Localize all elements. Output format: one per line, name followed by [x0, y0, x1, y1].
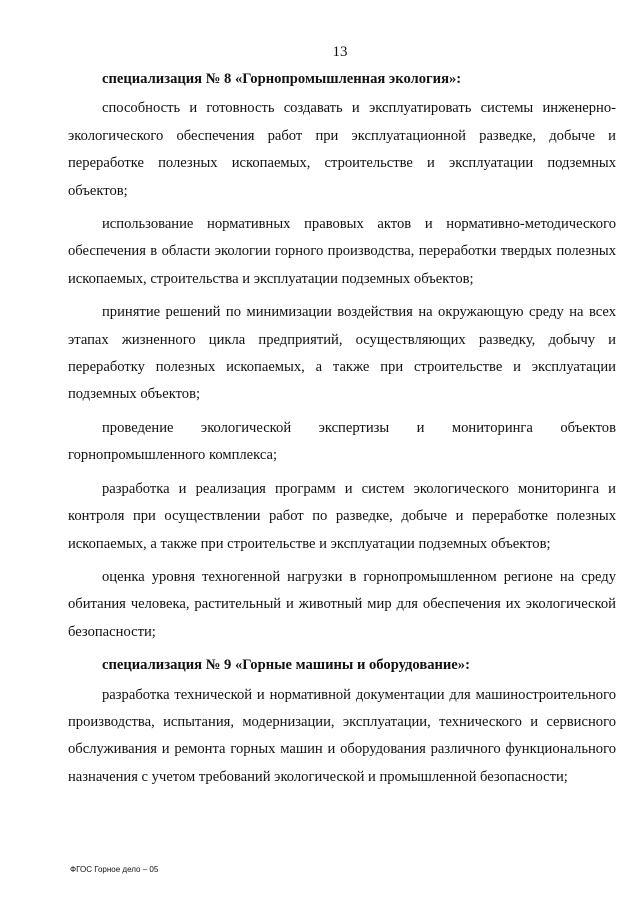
- section-heading-9: специализация № 9 «Горные машины и оборудование»:: [102, 657, 470, 674]
- paragraph: принятие решений по минимизации воздействия на окружающую среду на всех этапах жизненного цикла предприятий, осуществляющих разведку, добычу и переработку полезных ископаемых, а также при строительстве и эксплуатации подземных объектов;: [68, 304, 616, 403]
- footer-label: ФГОС Горное дело – 05: [70, 865, 159, 874]
- paragraph: разработка технической и нормативной документации для машиностроительного производства, испытания, модернизации, эксплуатации, технического и сервисного обслуживания и ремонта горных машин и оборудования различного функционального назначения с учетом требований экологической и промышленной безопасности;: [68, 686, 616, 785]
- paragraph: способность и готовность создавать и эксплуатировать системы инженерно-экологического обеспечения работ при эксплуатационной разведке, добыче и переработке полезных ископаемых, строительстве и эксплуатации подземных объектов;: [68, 100, 616, 199]
- paragraph: оценка уровня техногенной нагрузки в горнопромышленном регионе на среду обитания человека, растительный и животный мир для обеспечения их экологической безопасности;: [68, 568, 616, 640]
- page-number: 13: [332, 44, 348, 60]
- paragraph: разработка и реализация программ и систем экологического мониторинга и контроля при осуществлении работ по разведке, добыче и переработке полезных ископаемых, а также при строительстве и эксплуатации подземных объектов;: [68, 480, 616, 552]
- section-heading-8: специализация № 8 «Горнопромышленная экология»:: [102, 71, 462, 87]
- paragraph: проведение экологической экспертизы и мониторинга объектов горнопромышленного комплекса;: [68, 419, 616, 464]
- document-body: [68, 66, 616, 797]
- paragraph: использование нормативных правовых актов и нормативно-методического обеспечения в области экологии горного производства, переработки твердых полезных ископаемых, строительства и эксплуатации подземных объектов;: [68, 216, 616, 287]
